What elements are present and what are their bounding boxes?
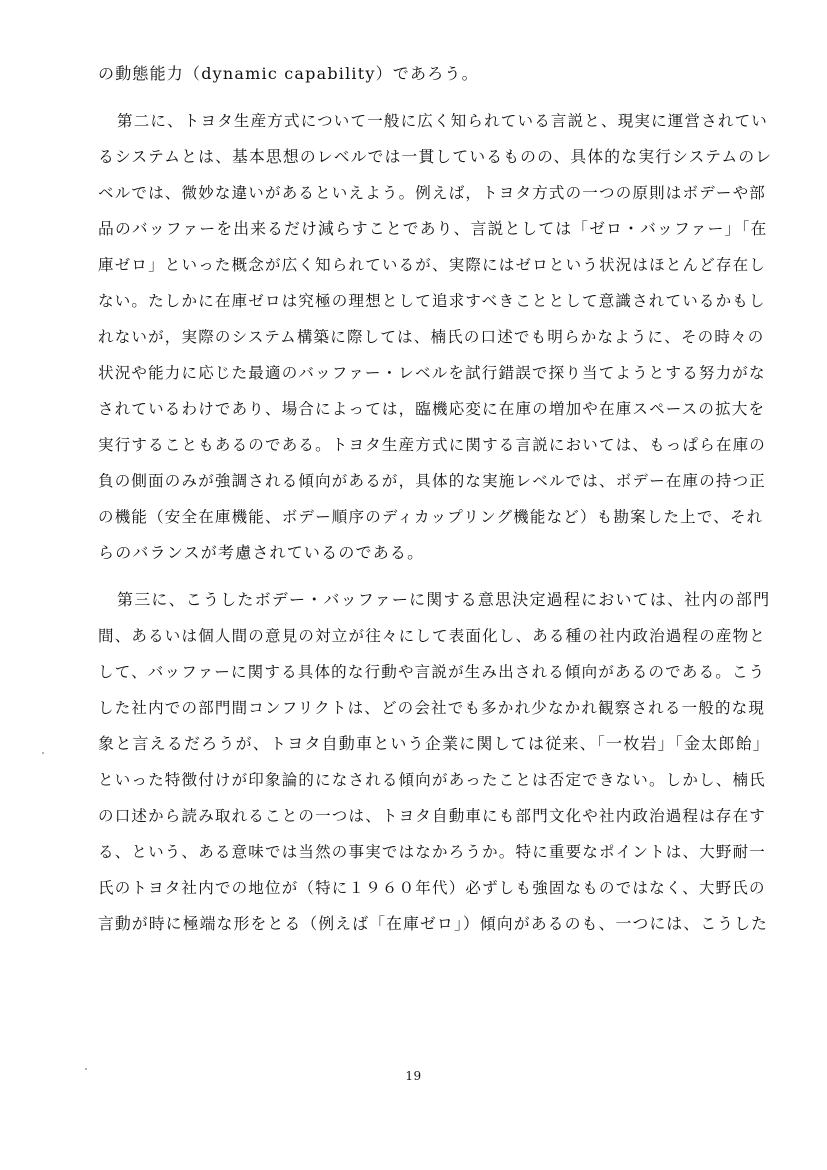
body-text-line: の口述から読み取れることの一つは、トヨタ自動車にも部門文化や社内政治過程は存在す — [98, 807, 767, 825]
body-text-line: 言動が時に極端な形をとる（例えば「在庫ゼロ」）傾向があるのも、一つには、こうした — [98, 914, 769, 933]
body-text-line: る、という、ある意味では当然の事実ではなかろうか。特に重要なポイントは、大野耐一 — [98, 843, 767, 861]
body-text-line: 庫ゼロ」といった概念が広く知られているが、実際にはゼロという状況はほとんど存在し — [98, 256, 767, 274]
body-text-line: 氏のトヨタ社内での地位が（特に１９６０年代）必ずしも強固なものではなく、大野氏の — [98, 879, 766, 897]
body-text-line: れないが，実際のシステム構築に際しては、楠氏の口述でも明らかなように、その時々の — [98, 328, 765, 346]
body-text-line: されているわけであり、場合によっては，臨機応変に在庫の増加や在庫スペースの拡大を — [98, 400, 766, 418]
body-text-line: らのバランスが考慮されているのである。 — [98, 543, 425, 562]
body-text-line: ない。たしかに在庫ゼロは究極の理想として追求すべきこととして意識されているかもし — [98, 292, 766, 310]
body-text-line: して、バッファーに関する具体的な行動や言説が生み出される傾向があるのである。こう — [98, 663, 766, 681]
body-text-line: の動態能力（dynamic capability）であろう。 — [98, 64, 479, 83]
body-text-line: るシステムとは、基本思想のレベルでは一貫しているものの、具体的な実行システムのレ — [98, 147, 773, 166]
body-text-line: 負の側面のみが強調される傾向があるが，具体的な実施レベルでは、ボデー在庫の持つ正 — [98, 472, 767, 490]
body-text-line: といった特徴付けが印象論的になされる傾向があったことは否定できない。しかし、楠氏 — [98, 771, 766, 789]
body-text-line: した社内での部門間コンフリクトは、どの会社でも多かれ少なかれ観察される一般的な現 — [98, 699, 766, 717]
page-number: 19 — [405, 1069, 422, 1083]
body-text-line: ベルでは、微妙な違いがあるといえよう。例えば，トヨタ方式の一つの原則はボデーや部 — [98, 184, 767, 202]
scan-speck — [85, 1068, 87, 1070]
body-text-line: 状況や能力に応じた最適のバッファー・レベルを試行錯誤で探り当てようとする努力がな — [98, 364, 766, 382]
body-text-line: 実行することもあるのである。トヨタ生産方式に関する言説においては、もっぱら在庫の — [98, 436, 767, 454]
body-text-line: 品のバッファーを出来るだけ減らすことであり、言説としては「ゼロ・バッファー」「在 — [98, 219, 768, 238]
body-text-line: 第三に、こうしたボデー・バッファーに関する意思決定過程においては、社内の部門 — [117, 590, 771, 609]
scan-speck — [42, 752, 44, 754]
body-text-line: 象と言えるだろうが、トヨタ自動車という企業に関しては従来、「一枚岩」「金太郎飴」 — [98, 734, 771, 753]
body-text-line: 間、あるいは個人間の意見の対立が往々にして表面化し、ある種の社内政治過程の産物と — [98, 627, 767, 645]
body-text-line: 第二に、トヨタ生産方式について一般に広く知られている言説と、現実に運営されてい — [117, 112, 768, 130]
body-text-line: の機能（安全在庫機能、ボデー順序のディカップリング機能など）も勘案した上で、それ — [98, 508, 764, 526]
